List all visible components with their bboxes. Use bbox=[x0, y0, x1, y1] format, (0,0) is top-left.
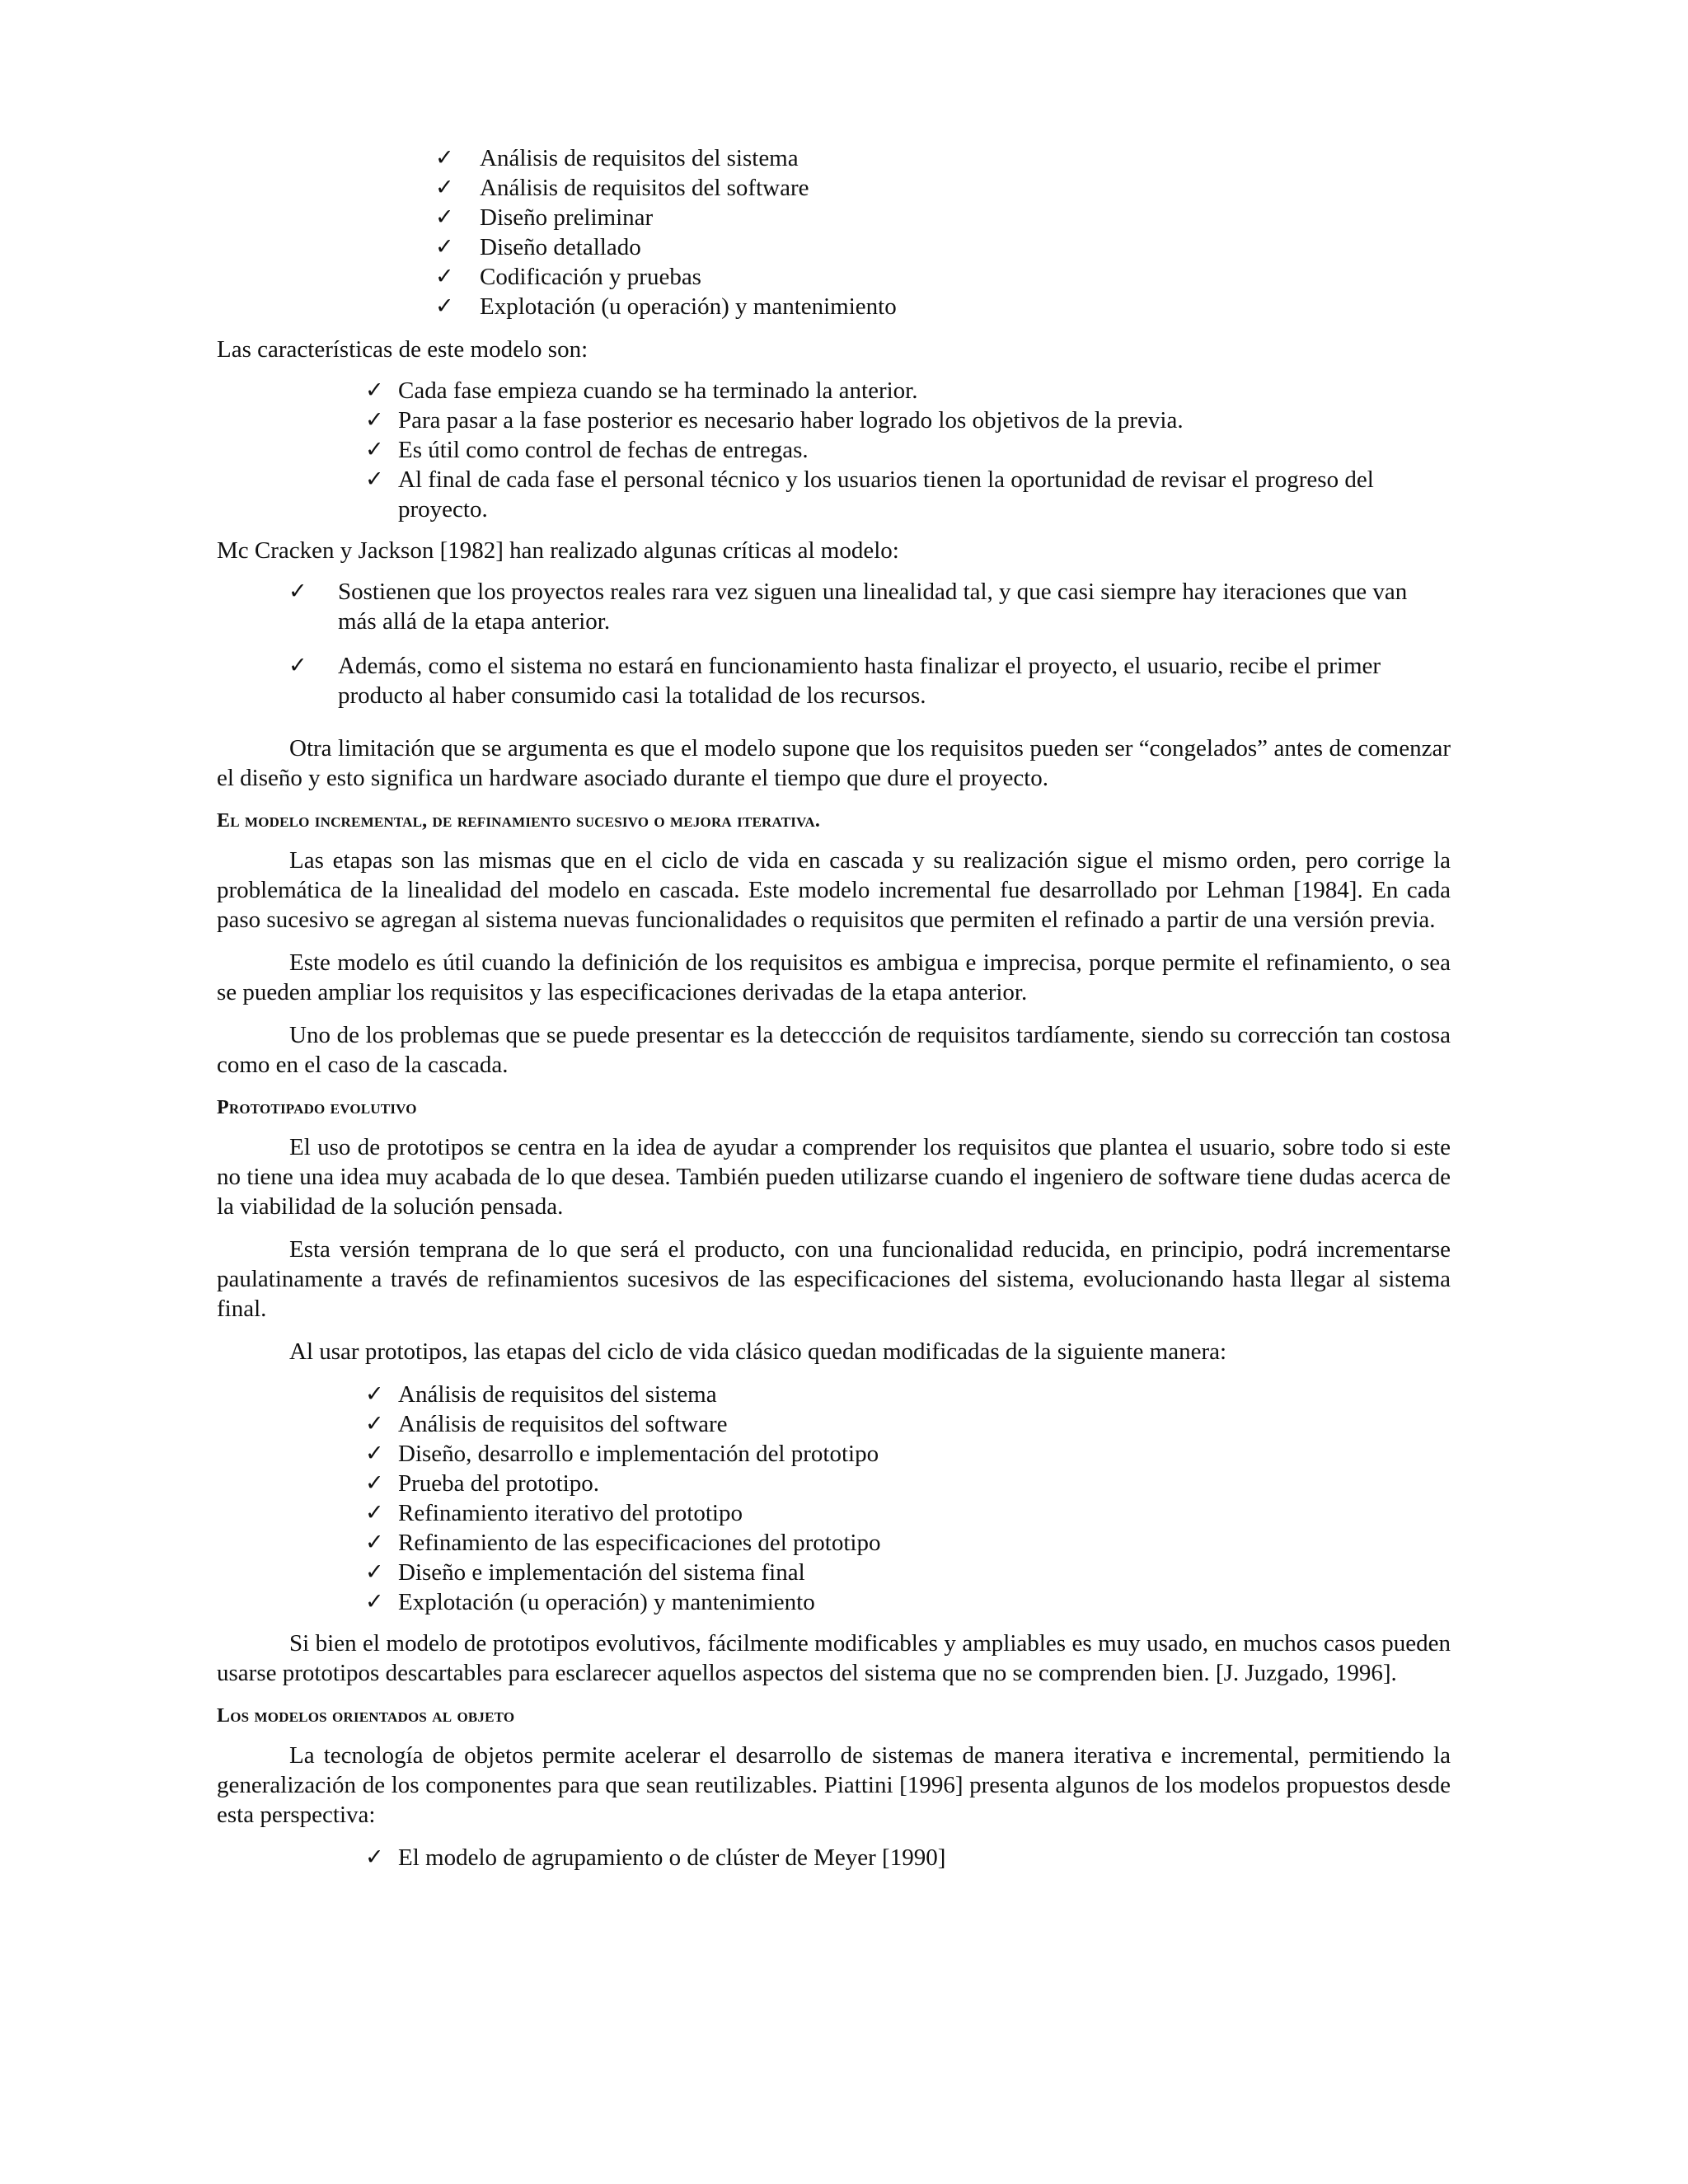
checkmark-icon: ✓ bbox=[365, 1470, 384, 1496]
checkmark-icon: ✓ bbox=[365, 1381, 384, 1407]
list-item bbox=[435, 143, 1451, 173]
paragraph: Esta versión temprana de lo que será el producto, con una funcionalidad reducida, en principio, podrá incrementarse paulatinamente a través de refinamientos sucesivos de las especificaciones del sistema, evolucionando hasta llegar al sistema final. bbox=[217, 1236, 1451, 1322]
list-item-text: Refinamiento de las especificaciones del prototipo bbox=[398, 1530, 881, 1556]
checkmark-icon: ✓ bbox=[365, 1559, 384, 1585]
list-item bbox=[365, 1409, 1451, 1439]
paragraph: El uso de prototipos se centra en la idea de ayudar a comprender los requisitos que plantea el usuario, sobre todo si este no tiene una idea muy acabada de lo que desea. También pueden utilizarse cuando el ingeniero de software tiene dudas acerca de la viabilidad de la solución pensada. bbox=[217, 1134, 1451, 1220]
phases-list bbox=[435, 143, 1451, 321]
list-item-text: Prueba del prototipo. bbox=[398, 1470, 600, 1497]
list-item-text: Análisis de requisitos del sistema bbox=[480, 145, 799, 171]
list-item-text: Refinamiento iterativo del prototipo bbox=[398, 1500, 743, 1526]
list-item bbox=[288, 577, 1451, 636]
checkmark-icon: ✓ bbox=[365, 1589, 384, 1615]
section-heading-incremental: El modelo incremental, de refinamiento sucesivo o mejora iterativa. bbox=[217, 810, 821, 832]
checkmark-icon: ✓ bbox=[435, 293, 454, 319]
object-models-list bbox=[365, 1843, 1451, 1872]
list-item-text: Análisis de requisitos del sistema bbox=[398, 1381, 717, 1408]
list-item-text: Diseño e implementación del sistema final bbox=[398, 1559, 805, 1586]
list-item bbox=[435, 292, 1451, 321]
list-item bbox=[365, 405, 1451, 435]
checkmark-icon: ✓ bbox=[365, 1530, 384, 1555]
list-item bbox=[365, 1558, 1451, 1587]
critics-list bbox=[288, 577, 1451, 710]
list-item bbox=[365, 376, 1451, 405]
paragraph: Las etapas son las mismas que en el ciclo de vida en cascada y su realización sigue el mismo orden, pero corrige la problemática de la linealidad del modelo en cascada. Este modelo incremental fue desarrollado por Lehman [1984]. En cada paso sucesivo se agregan al sistema nuevas funcionalidades o requisitos que permiten el refinado a partir de una versión previa. bbox=[217, 847, 1451, 933]
list-item bbox=[365, 1380, 1451, 1409]
list-item-text: Diseño, desarrollo e implementación del prototipo bbox=[398, 1441, 879, 1467]
paragraph: Uno de los problemas que se puede presentar es la deteccción de requisitos tardíamente, siendo su corrección tan costosa como en el caso de la cascada. bbox=[217, 1022, 1451, 1078]
checkmark-icon: ✓ bbox=[288, 653, 307, 678]
checkmark-icon: ✓ bbox=[288, 579, 307, 604]
checkmark-icon: ✓ bbox=[365, 1500, 384, 1526]
list-item-text: El modelo de agrupamiento o de clúster de Meyer [1990] bbox=[398, 1844, 946, 1871]
checkmark-icon: ✓ bbox=[365, 1844, 384, 1870]
list-item bbox=[365, 1528, 1451, 1558]
checkmark-icon: ✓ bbox=[435, 264, 454, 289]
checkmark-icon: ✓ bbox=[365, 466, 384, 492]
list-item-text: Explotación (u operación) y mantenimiento bbox=[480, 293, 897, 320]
paragraph: La tecnología de objetos permite acelerar el desarrollo de sistemas de manera iterativa e incremental, permitiendo la generalización de los componentes para que sean reutilizables. Piattini [1996] presenta algunos de los modelos propuestos desde esta perspectiva: bbox=[217, 1742, 1451, 1828]
list-item bbox=[365, 1469, 1451, 1498]
list-item-text: Explotación (u operación) y mantenimiento bbox=[398, 1589, 815, 1615]
list-item-text: Análisis de requisitos del software bbox=[480, 175, 809, 201]
checkmark-icon: ✓ bbox=[435, 204, 454, 230]
characteristics-intro: Las características de este modelo son: bbox=[217, 336, 588, 363]
limitation-paragraph: Otra limitación que se argumenta es que el modelo supone que los requisitos pueden ser “congelados” antes de comenzar el diseño y esto significa un hardware asociado durante el tiempo que dure el proyecto. bbox=[217, 735, 1451, 791]
list-item-text: Codificación y pruebas bbox=[480, 264, 701, 290]
checkmark-icon: ✓ bbox=[365, 1441, 384, 1466]
section-heading-prototyping: Prototipado evolutivo bbox=[217, 1097, 417, 1118]
list-item bbox=[435, 173, 1451, 203]
prototype-stages-list bbox=[365, 1380, 1451, 1617]
list-item-text: Sostienen que los proyectos reales rara vez siguen una linealidad tal, y que casi siempre hay iteraciones que van más allá de la etapa anterior. bbox=[338, 579, 1408, 635]
list-item bbox=[365, 1587, 1451, 1617]
checkmark-icon: ✓ bbox=[365, 407, 384, 433]
paragraph: Este modelo es útil cuando la definición de los requisitos es ambigua e imprecisa, porque permite el refinamiento, o sea se pueden ampliar los requisitos y las especificaciones derivadas de la etapa anterior. bbox=[217, 949, 1451, 1005]
checkmark-icon: ✓ bbox=[365, 437, 384, 462]
list-item bbox=[365, 1439, 1451, 1469]
checkmark-icon: ✓ bbox=[435, 175, 454, 200]
list-item-text: Cada fase empieza cuando se ha terminado la anterior. bbox=[398, 377, 918, 404]
list-item bbox=[365, 1843, 1451, 1872]
list-item bbox=[365, 1498, 1451, 1528]
list-item bbox=[288, 651, 1451, 710]
list-item-text: Diseño detallado bbox=[480, 234, 641, 260]
list-item bbox=[365, 465, 1451, 524]
list-item bbox=[365, 435, 1451, 465]
characteristics-list bbox=[365, 376, 1451, 524]
list-item-text: Es útil como control de fechas de entregas. bbox=[398, 437, 809, 463]
list-item-text: Al final de cada fase el personal técnico y los usuarios tienen la oportunidad de revisar el progreso del proyecto. bbox=[398, 466, 1374, 523]
list-item bbox=[435, 262, 1451, 292]
critics-intro: Mc Cracken y Jackson [1982] han realizado algunas críticas al modelo: bbox=[217, 537, 899, 564]
section-heading-object-oriented: Los modelos orientados al objeto bbox=[217, 1705, 515, 1727]
list-item bbox=[435, 203, 1451, 232]
checkmark-icon: ✓ bbox=[365, 377, 384, 403]
list-item bbox=[435, 232, 1451, 262]
list-item-text: Además, como el sistema no estará en funcionamiento hasta finalizar el proyecto, el usuario, recibe el primer producto al haber consumido casi la totalidad de los recursos. bbox=[338, 653, 1381, 709]
paragraph: Si bien el modelo de prototipos evolutivos, fácilmente modificables y ampliables es muy usado, en muchos casos pueden usarse prototipos descartables para esclarecer aquellos aspectos del sistema que no se comprenden bien. [J. Juzgado, 1996]. bbox=[217, 1630, 1451, 1686]
checkmark-icon: ✓ bbox=[435, 234, 454, 260]
checkmark-icon: ✓ bbox=[365, 1411, 384, 1436]
list-item-text: Análisis de requisitos del software bbox=[398, 1411, 728, 1437]
page-content bbox=[217, 143, 1451, 1872]
list-item-text: Diseño preliminar bbox=[480, 204, 654, 231]
list-item-text: Para pasar a la fase posterior es necesario haber logrado los objetivos de la previa. bbox=[398, 407, 1184, 434]
paragraph: Al usar prototipos, las etapas del ciclo de vida clásico quedan modificadas de la siguiente manera: bbox=[289, 1338, 1227, 1365]
checkmark-icon: ✓ bbox=[435, 145, 454, 171]
